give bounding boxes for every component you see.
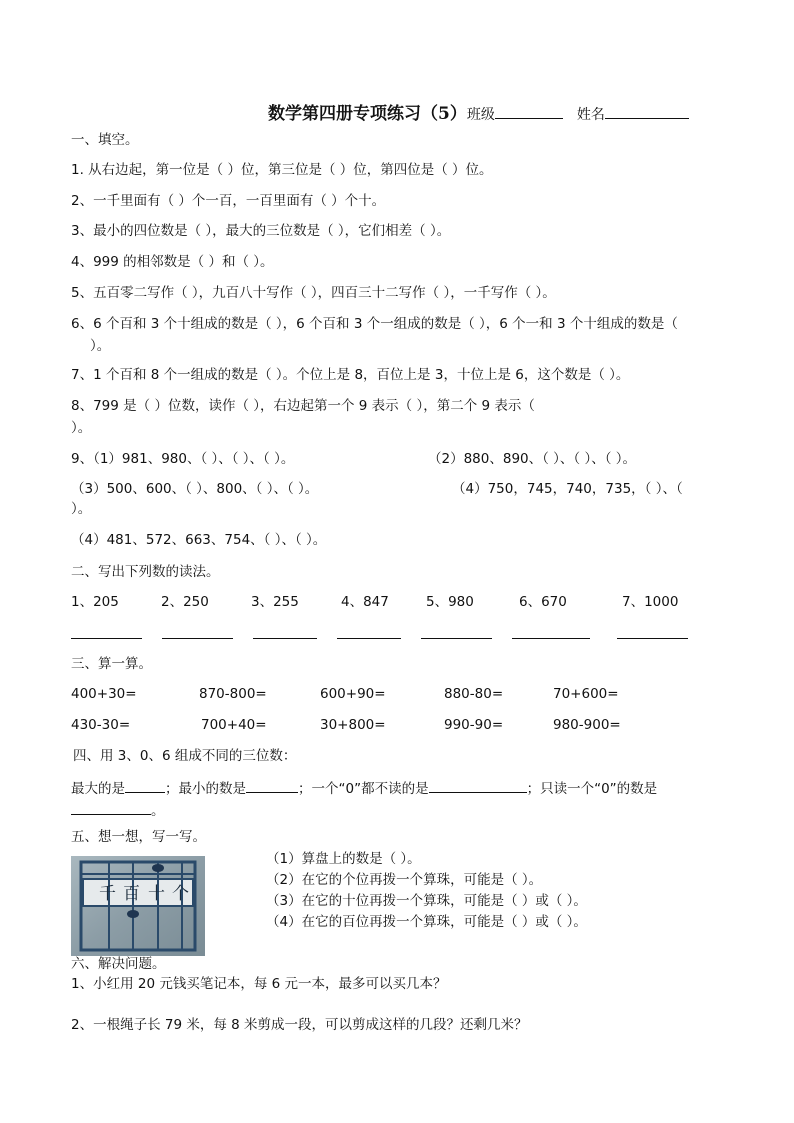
calc-2-4: 990-90= <box>444 717 504 733</box>
question-1-6-end: ）。 <box>90 338 111 354</box>
no-zero-read-label: ；一个“0”都不读的是 <box>298 781 429 797</box>
section-4-heading: 四、用 3、0、6 组成不同的三位数： <box>73 748 297 764</box>
name-field[interactable] <box>605 104 689 119</box>
reading-number-3: 3、255 <box>251 594 299 610</box>
max-label: 最大的是 <box>71 781 125 797</box>
question-5-1: （1）算盘上的数是（ ）。 <box>266 851 421 867</box>
calc-2-1: 430-30= <box>71 717 131 733</box>
page-title <box>268 99 689 124</box>
question-1-2: 2、一千里面有（ ）个一百，一百里面有（ ）个十。 <box>71 193 386 209</box>
question-1-9-part4-end: ）。 <box>71 501 92 517</box>
question-1-5: 5、五百零二写作（ ），九百八十写作（ ），四百三十二写作（ ），一千写作（ ）。 <box>71 285 556 301</box>
one-zero-read-label: ；只读一个“0”的数是 <box>526 781 658 797</box>
question-5-3: （3）在它的十位再拨一个算珠，可能是（ ）或（ ）。 <box>266 893 587 909</box>
calc-2-3: 30+800= <box>320 717 386 733</box>
answer-line-6[interactable] <box>512 638 590 639</box>
calc-1-5: 70+600= <box>553 686 619 702</box>
question-1-1: 1. 从右边起，第一位是（ ）位，第三位是（ ）位，第四位是（ ）位。 <box>71 162 493 178</box>
question-1-3: 3、最小的四位数是（ ），最大的三位数是（ ），它们相差（ ）。 <box>71 223 451 239</box>
section-5-heading: 五、想一想，写一写。 <box>71 829 206 845</box>
problem-6-1: 1、小红用 20 元钱买笔记本，每 6 元一本，最多可以买几本？ <box>71 976 447 992</box>
answer-line-3[interactable] <box>253 638 317 639</box>
abacus-label-hundreds: 百 <box>123 884 140 904</box>
calc-1-3: 600+90= <box>320 686 386 702</box>
question-5-4: （4）在它的百位再拨一个算珠，可能是（ ）或（ ）。 <box>266 914 587 930</box>
worksheet-title: 数学第四册专项练习（5） <box>268 104 467 124</box>
min-answer-field[interactable] <box>246 778 298 793</box>
min-label: ；最小的数是 <box>165 781 246 797</box>
no-zero-read-field[interactable] <box>429 778 527 793</box>
one-zero-read-field[interactable] <box>71 800 151 815</box>
calc-2-5: 980-900= <box>553 717 621 733</box>
question-1-6: 6、6 个百和 3 个十组成的数是（ ），6 个百和 3 个一组成的数是（ ），6 个一和 3 个十组成的数是（ <box>71 316 678 332</box>
class-field[interactable] <box>495 104 563 119</box>
question-1-8: 8、799 是（ ）位数，读作（ ），右边起第一个 9 表示（ ），第二个 9 表示（ <box>71 398 535 414</box>
class-label: 班级 <box>466 107 495 123</box>
section-4-line <box>71 778 657 798</box>
section-4-line-2 <box>71 800 165 820</box>
section-1-heading: 一、填空。 <box>71 132 139 148</box>
question-1-9-part3: （3）500、600、（ ）、800、（ ）、（ ）。 <box>71 481 319 497</box>
calc-1-1: 400+30= <box>71 686 137 702</box>
reading-number-7: 7、1000 <box>622 594 679 610</box>
section-6-heading: 六、解决问题。 <box>71 956 166 972</box>
section-4-end: 。 <box>151 803 165 819</box>
answer-line-4[interactable] <box>337 638 401 639</box>
reading-number-5: 5、980 <box>426 594 474 610</box>
abacus-bead-tens-upper <box>152 864 164 872</box>
question-1-4: 4、999 的相邻数是（ ）和（ ）。 <box>71 254 274 270</box>
answer-line-2[interactable] <box>162 638 233 639</box>
question-1-9-part2: （2）880、890、（ ）、（ ）、（ ）。 <box>428 451 636 467</box>
abacus-image <box>71 856 205 956</box>
reading-number-1: 1、205 <box>71 594 119 610</box>
abacus-label-tens: 十 <box>148 884 165 904</box>
question-5-2: （2）在它的个位再拨一个算珠，可能是（ ）。 <box>266 872 543 888</box>
question-1-9-part5: （4）481、572、663、754、（ ）、（ ）。 <box>71 532 327 548</box>
name-label: 姓名 <box>576 107 605 123</box>
abacus-bead-hundreds-lower <box>127 910 139 918</box>
calc-1-2: 870-800= <box>199 686 267 702</box>
calc-2-2: 700+40= <box>201 717 267 733</box>
question-1-7: 7、1 个百和 8 个一组成的数是（ ）。个位上是 8，百位上是 3，十位上是 6，这个数是（ ）。 <box>71 367 630 383</box>
reading-number-4: 4、847 <box>341 594 389 610</box>
abacus-label-thousands: 千 <box>99 884 116 904</box>
answer-line-1[interactable] <box>71 638 142 639</box>
reading-number-2: 2、250 <box>161 594 209 610</box>
calc-1-4: 880-80= <box>444 686 504 702</box>
answer-line-7[interactable] <box>617 638 688 639</box>
section-3-heading: 三、算一算。 <box>71 656 152 672</box>
abacus-label-ones: 个 <box>172 884 189 904</box>
reading-number-6: 6、670 <box>519 594 567 610</box>
section-2-heading: 二、写出下列数的读法。 <box>71 564 220 580</box>
answer-line-5[interactable] <box>421 638 492 639</box>
question-1-9-part1: 9、（1）981、980、（ ）、（ ）、（ ）。 <box>71 451 295 467</box>
question-1-8-end: ）。 <box>71 420 92 436</box>
max-answer-field[interactable] <box>125 778 165 793</box>
question-1-9-part4: （4）750，745，740，735，（ ）、（ <box>452 481 683 497</box>
problem-6-2: 2、一根绳子长 79 米，每 8 米剪成一段，可以剪成这样的几段？还剩几米？ <box>71 1017 528 1033</box>
